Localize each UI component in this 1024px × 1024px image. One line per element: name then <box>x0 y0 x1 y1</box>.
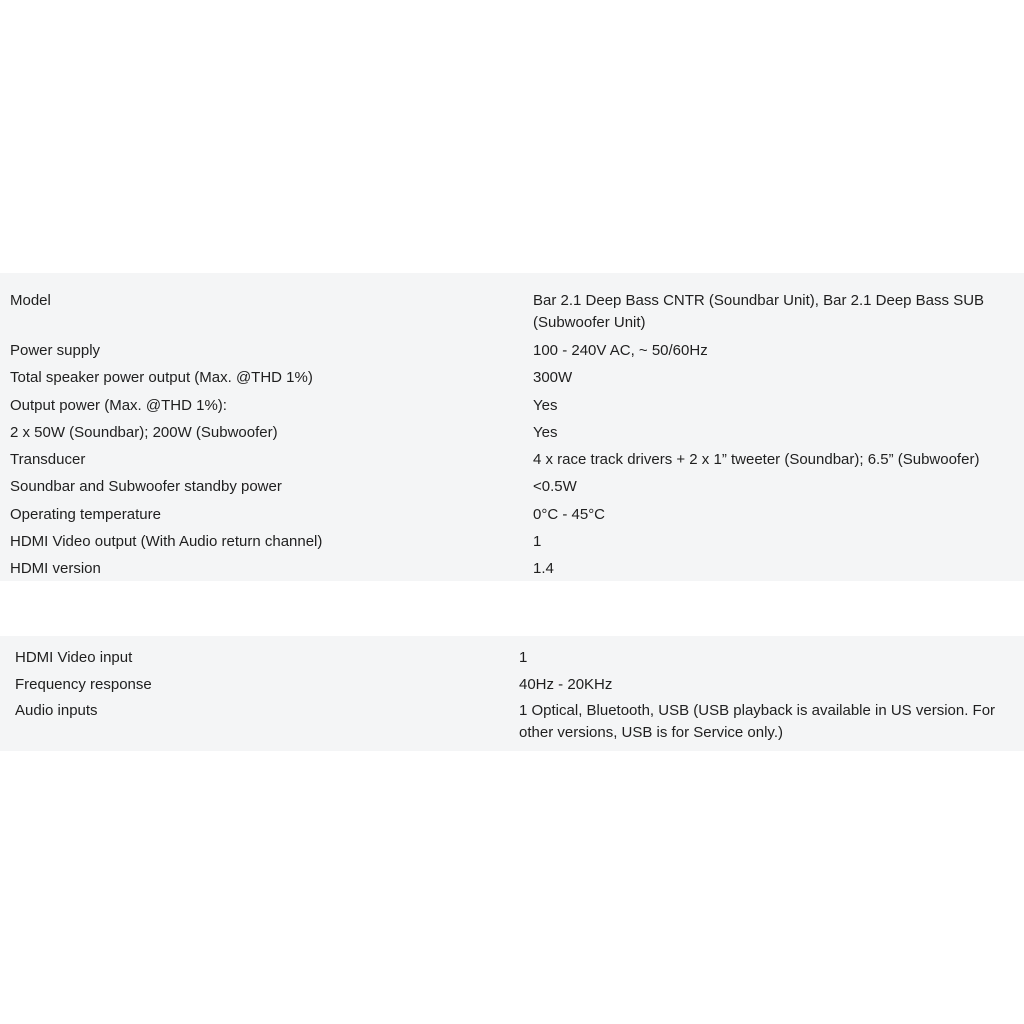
spec-row-frequency-response <box>0 674 1024 701</box>
spec-row-transducer <box>0 449 1024 476</box>
spec-row-hdmi-input <box>0 647 1024 674</box>
spec-row-hdmi-output <box>0 531 1024 558</box>
spec-value: Bar 2.1 Deep Bass CNTR (Soundbar Unit), Bar 2.1 Deep Bass SUB (Subwoofer Unit) <box>533 292 985 331</box>
spec-value: 300W <box>533 369 573 387</box>
spec-label: Operating temperature <box>10 505 161 523</box>
spec-row-audio-inputs <box>0 700 1024 748</box>
spec-row-standby-power <box>0 476 1024 503</box>
spec-table-primary <box>0 273 1024 581</box>
spec-row-power-split <box>0 422 1024 449</box>
spec-value: 40Hz - 20KHz <box>519 675 613 693</box>
spec-row-total-power-output <box>0 367 1024 394</box>
spec-value: Yes <box>533 423 558 441</box>
spec-value: 1.4 <box>533 560 554 578</box>
spec-value: 1 <box>533 533 542 551</box>
spec-row-power-supply <box>0 340 1024 367</box>
spec-label: HDMI Video output (With Audio return channel) <box>10 533 323 551</box>
spec-value: Yes <box>533 396 558 414</box>
spec-value: 100 - 240V AC, ~ 50/60Hz <box>533 342 708 359</box>
spec-label: HDMI Video input <box>15 649 133 666</box>
spec-label: Frequency response <box>15 675 152 693</box>
spec-label: 2 x 50W (Soundbar); 200W (Subwoofer) <box>10 423 278 441</box>
spec-label: Total speaker power output (Max. @THD 1%) <box>10 369 313 387</box>
spec-label: HDMI version <box>10 560 101 578</box>
spec-value: 1 <box>519 649 528 666</box>
spec-value: 4 x race track drivers + 2 x 1” tweeter (Soundbar); 6.5” (Subwoofer) <box>533 451 980 469</box>
spec-label: Transducer <box>10 451 86 469</box>
spec-row-operating-temperature <box>0 504 1024 531</box>
spec-row-hdmi-version <box>0 558 1024 585</box>
spec-value: <0.5W <box>533 478 577 496</box>
spec-row-output-power <box>0 395 1024 422</box>
spec-value: 0°C - 45°C <box>533 505 606 523</box>
spec-value: 1 Optical, Bluetooth, USB (USB playback is available in US version. For other versions, USB is for Service only.) <box>519 702 996 741</box>
spec-row-model <box>0 290 1024 340</box>
spec-label: Power supply <box>10 342 101 359</box>
spec-table-secondary <box>0 636 1024 751</box>
spec-label: Output power (Max. @THD 1%): <box>10 396 227 414</box>
spec-label: Model <box>10 292 51 309</box>
spec-label: Soundbar and Subwoofer standby power <box>10 478 282 496</box>
spec-label: Audio inputs <box>15 702 98 719</box>
